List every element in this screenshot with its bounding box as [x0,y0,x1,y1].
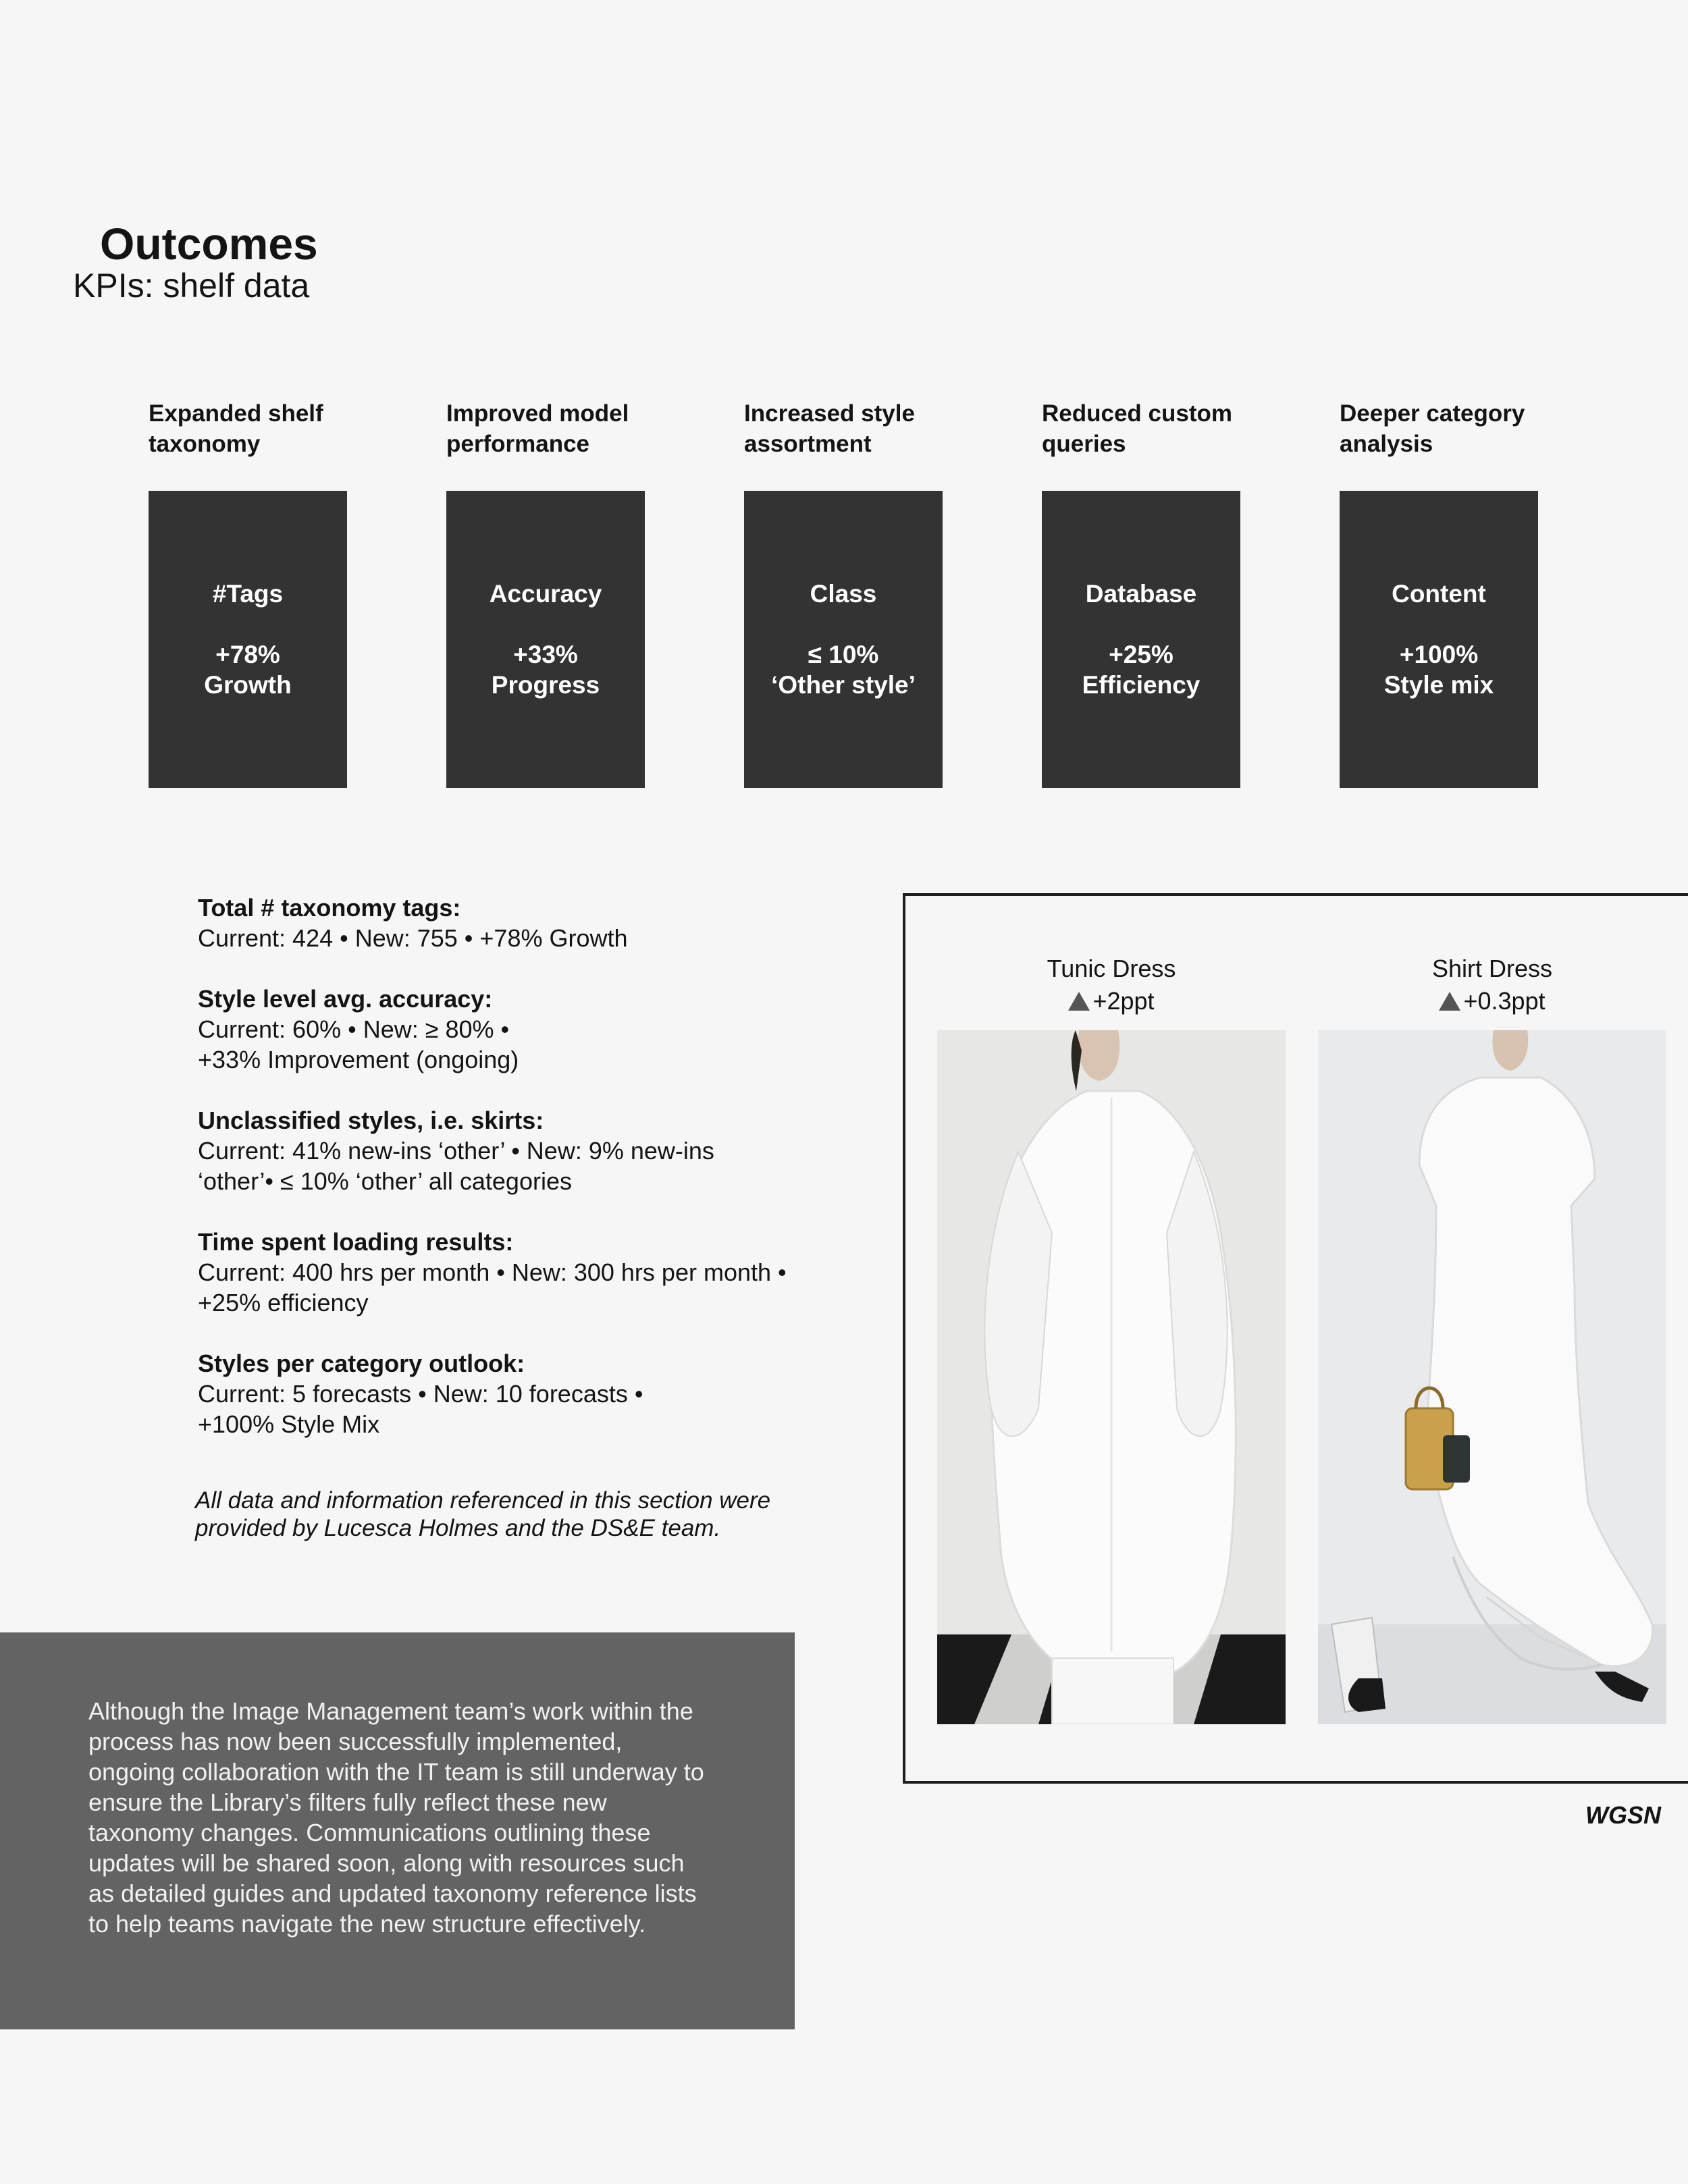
kpi-card [1042,491,1240,788]
detail-text: Current: 400 hrs per month • New: 300 hrs per month • +25% efficiency [198,1258,787,1316]
kpi-value: +33% [513,641,578,668]
page-title: Outcomes [100,219,318,269]
image-title: Shirt Dress [1431,955,1553,982]
kpi-column [446,398,649,699]
kpi-metric: Content [1392,580,1486,608]
kpi-desc: Growth [204,671,292,699]
kpi-heading: Expanded shelf taxonomy [149,400,323,457]
tunic-dress-photo [937,1030,1286,1724]
kpi-metric: Accuracy [489,580,602,608]
detail-item [198,984,806,1075]
kpi-card [744,491,943,788]
kpi-value: +100% [1399,641,1479,668]
detail-label: Unclassified styles, i.e. skirts: [198,1107,544,1134]
detail-item [198,1105,806,1196]
kpi-column [149,398,351,699]
kpi-desc: Progress [491,671,600,699]
detail-label: Styles per category outlook: [198,1350,525,1377]
product-photo [1318,1030,1666,1724]
kpi-value: +78% [215,641,280,668]
triangle-up-icon [1439,992,1460,1011]
product-photo [937,1030,1286,1724]
image-column [937,953,1286,1017]
brand-logo: WGSN [1585,1801,1661,1829]
kpi-card [1340,491,1538,788]
kpi-details [198,893,806,1470]
detail-item [198,1348,806,1439]
detail-item [198,1227,806,1318]
detail-text: Current: 424 • New: 755 • +78% Growth [198,924,628,952]
kpi-value: ≤ 10% [808,641,879,668]
kpi-heading: Improved model performance [446,400,629,457]
kpi-desc: ‘Other style’ [771,671,916,699]
kpi-heading: Deeper category analysis [1340,400,1525,457]
image-change [937,985,1286,1017]
image-column [1318,953,1666,1017]
kpi-heading: Increased style assortment [744,400,915,457]
source-note: All data and information referenced in this section were provided by Lucesca Holmes and the DS&E team. [195,1487,771,1541]
kpi-metric: #Tags [212,580,284,608]
image-frame [903,893,1688,1784]
detail-text: Current: 60% • New: ≥ 80% • +33% Improvement (ongoing) [198,1015,519,1073]
detail-text: Current: 5 forecasts • New: 10 forecasts • +100% Style Mix [198,1380,643,1438]
kpi-heading: Reduced custom queries [1042,400,1232,457]
kpi-metric: Database [1085,580,1197,608]
image-change-value: +2ppt [1092,987,1155,1015]
kpi-desc: Efficiency [1082,671,1201,699]
kpi-card [446,491,645,788]
info-panel-text: Although the Image Management team’s work within the process has now been successfully implemented, ongoing collaboration with the IT team is still underway to ensure the Library’s filters fully reflect these new taxonomy changes. Communications outlining these updates will be shared soon, along with resources such as detailed guides and updated taxonomy reference lists to help teams navigate the new structure effectively. [88,1697,704,1938]
image-change [1318,985,1666,1017]
kpi-card [149,491,347,788]
triangle-up-icon [1068,992,1090,1011]
image-title: Tunic Dress [1047,955,1176,982]
image-change-value: +0.3ppt [1463,987,1546,1015]
detail-label: Total # taxonomy tags: [198,894,461,922]
detail-text: Current: 41% new-ins ‘other’ • New: 9% new-ins ‘other’• ≤ 10% ‘other’ all categories [198,1137,714,1195]
info-panel [0,1632,795,2029]
page-subtitle: KPIs: shelf data [73,267,310,304]
kpi-column [1340,398,1542,699]
kpi-value: +25% [1109,641,1173,668]
shirt-dress-photo [1318,1030,1666,1724]
kpi-metric: Class [810,580,877,608]
kpi-column [1042,398,1244,699]
kpi-desc: Style mix [1383,671,1494,699]
detail-item [198,893,806,953]
detail-label: Time spent loading results: [198,1228,514,1256]
detail-label: Style level avg. accuracy: [198,985,493,1013]
kpi-column [744,398,947,699]
